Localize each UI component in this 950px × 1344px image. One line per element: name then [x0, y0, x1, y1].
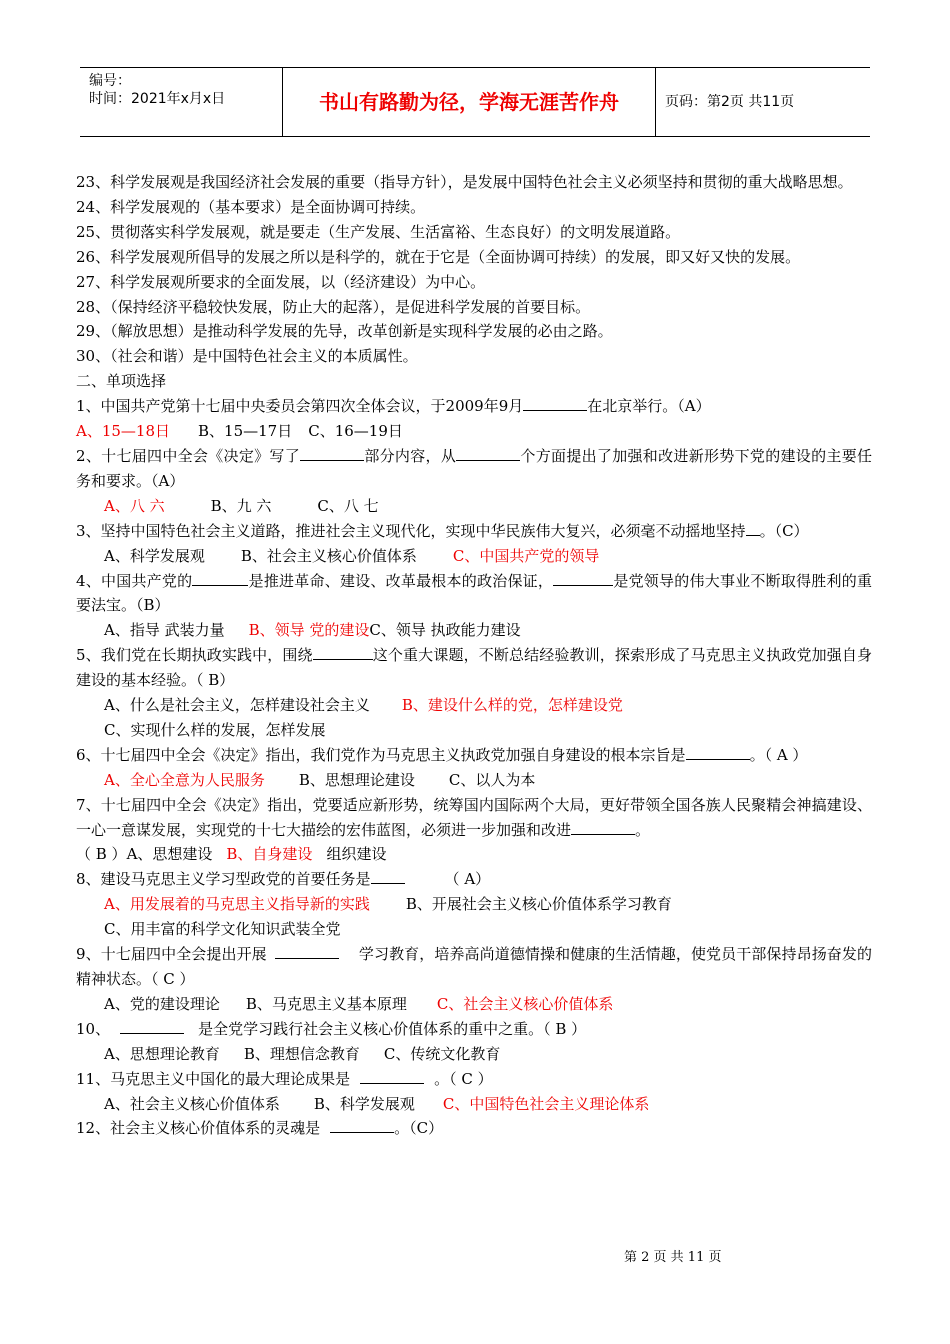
question-1: [76, 394, 872, 419]
answer-blank: [192, 571, 248, 586]
question-11-options: [76, 1092, 872, 1117]
option-b: B、九 六: [210, 496, 272, 515]
option-c: 组织建设: [326, 845, 387, 864]
q-text: 2、十七届四中全会《决定》写了: [76, 446, 301, 465]
answer-blank: [571, 820, 635, 835]
option-a: A、党的建设理论: [104, 994, 220, 1013]
option-a: A、15—18日: [76, 422, 171, 441]
question-5-options: [76, 693, 872, 718]
section-title: 二、单项选择: [76, 372, 167, 391]
document-body: [76, 170, 872, 1141]
question-6: [76, 743, 872, 768]
option-b: B、自身建设: [226, 845, 313, 864]
q-text: （ A）: [444, 870, 491, 889]
answer-mark: （ B ）: [76, 845, 127, 864]
question-12: [76, 1116, 872, 1141]
header-page-code: 页码：第2页 共11页: [665, 94, 795, 110]
page-footer: 第 2 页 共 11 页: [624, 1250, 722, 1265]
answer-blank: [300, 446, 364, 461]
option-c: C、16—19日: [308, 422, 403, 441]
answer-blank: [360, 1069, 424, 1084]
item-25: 25、贯彻落实科学发展观，就是要走（生产发展、生活富裕、生态良好）的文明发展道路。: [76, 222, 681, 241]
item-26: 26、科学发展观所倡导的发展之所以是科学的，就在于它是（全面协调可持续）的发展，即又好又快的发展。: [76, 247, 801, 266]
q-text: 学习教育，培养高尚道德情操和健康的生活情趣，使党员干部保持昂扬奋发的精神状态。（ C ）: [76, 945, 872, 988]
option-c: C、八 七: [317, 496, 379, 515]
q-text: 3、坚持中国特色社会主义道路，推进社会主义现代化，实现中华民族伟大复兴，必须毫不动摇地坚持: [76, 521, 746, 540]
question-2-options: [76, 494, 872, 519]
question-10-options: [76, 1042, 872, 1067]
question-3: [76, 519, 872, 544]
item-28: 28、（保持经济平稳较快发展，防止大的起落），是促进科学发展的首要目标。: [76, 297, 591, 316]
q-text: 12、社会主义核心价值体系的灵魂是: [76, 1119, 321, 1138]
answer-blank: [553, 571, 613, 586]
option-a: A、科学发展观: [104, 546, 205, 565]
q-text: 10、: [76, 1019, 111, 1038]
q-text: 是推进革命、建设、改革最根本的政治保证，: [248, 571, 554, 590]
option-b: B、开展社会主义核心价值体系学习教育: [405, 895, 672, 914]
option-c: C、实现什么样的发展，怎样发展: [104, 720, 326, 739]
question-10: [76, 1017, 872, 1042]
answer-blank: [120, 1019, 184, 1034]
answer-blank: [456, 446, 520, 461]
option-a: A、思想理论教育: [104, 1044, 220, 1063]
number-label: 编号：: [89, 73, 131, 89]
question-4-options: [76, 618, 872, 643]
q-text: 7、十七届四中全会《决定》指出，党要适应新形势，统筹国内国际两个大局，更好带领全国各族人民聚精会神搞建设、一心一意谋发展，实现党的十七大描绘的宏伟蓝图，必须进一步加强和改进: [76, 795, 872, 839]
answer-blank: [371, 869, 405, 884]
q-text: 6、十七届四中全会《决定》指出，我们党作为马克思主义执政党加强自身建设的根本宗旨是: [76, 745, 686, 764]
answer-blank: [275, 944, 339, 959]
answer-blank: [313, 645, 373, 660]
q-text: 9、十七届四中全会提出开展: [76, 945, 267, 964]
question-6-options: [76, 768, 872, 793]
option-a: A、全心全意为人民服务: [104, 770, 265, 789]
q-text: 。（ A ）: [749, 745, 808, 764]
question-7: [76, 793, 872, 843]
item-23: 23、科学发展观是我国经济社会发展的重要（指导方针），是发展中国特色社会主义必须坚持和贯彻的重大战略思想。: [76, 173, 853, 191]
question-1-options: [76, 419, 872, 444]
item-24: 24、科学发展观的（基本要求）是全面协调可持续。: [76, 197, 426, 216]
question-8-option-c: [76, 917, 872, 942]
option-b: B、马克思主义基本原理: [245, 994, 407, 1013]
option-a: A、指导 武装力量: [104, 621, 225, 640]
option-c: C、以人为本: [448, 770, 536, 789]
q-text: 8、建设马克思主义学习型政党的首要任务是: [76, 870, 371, 889]
option-b: B、15—17日: [198, 422, 293, 441]
q-text: 是全党学习践行社会主义核心价值体系的重中之重。（ B ）: [198, 1019, 587, 1038]
q-text: 。（ C ）: [434, 1069, 493, 1088]
question-7-options: [76, 842, 872, 867]
q-text: 11、马克思主义中国化的最大理论成果是: [76, 1069, 351, 1088]
q-text: 4、中国共产党的: [76, 571, 193, 590]
question-9: [76, 942, 872, 992]
option-b: B、建设什么样的党，怎样建设党: [401, 696, 623, 715]
time-label: 时间：2021年x月x日: [89, 91, 226, 107]
answer-blank: [686, 745, 750, 760]
item-29: 29、（解放思想）是推动科学发展的先导，改革创新是实现科学发展的必由之路。: [76, 322, 613, 341]
option-c: C、传统文化教育: [383, 1044, 501, 1063]
option-c: C、中国共产党的领导: [452, 546, 600, 565]
question-3-options: [76, 544, 872, 569]
header-meta-cell: [80, 68, 283, 136]
option-a: A、什么是社会主义，怎样建设社会主义: [104, 696, 370, 715]
q-text: 在北京举行。（A）: [587, 397, 711, 416]
answer-blank: [523, 396, 587, 411]
q-text: 是党领导的伟大事业不断取得胜利的重要法宝。（B）: [76, 571, 872, 615]
question-11: [76, 1067, 872, 1092]
option-a: A、八 六: [104, 496, 165, 515]
q-text: 。（C）: [394, 1119, 444, 1138]
option-c: C、社会主义核心价值体系: [436, 994, 614, 1013]
question-5-option-c: [76, 718, 872, 743]
option-b: B、领导 党的建设: [248, 621, 370, 640]
question-4: [76, 569, 872, 619]
q-text: 这个重大课题，不断总结经验教训，探索形成了马克思主义执政党加强自身建设的基本经验。（ B）: [76, 646, 872, 690]
option-a: A、社会主义核心价值体系: [104, 1094, 280, 1113]
header-motto: 书山有路勤为径，学海无涯苦作舟: [283, 68, 656, 136]
answer-blank: [746, 521, 760, 536]
question-8-options: [76, 892, 872, 917]
option-b: B、社会主义核心价值体系: [240, 546, 417, 565]
question-9-options: [76, 992, 872, 1017]
item-30: 30、（社会和谐）是中国特色社会主义的本质属性。: [76, 347, 418, 366]
option-c: C、用丰富的科学文化知识武装全党: [104, 920, 341, 939]
q-text: 个方面提出了加强和改进新形势下党的建设的主要任务和要求。（A）: [76, 446, 872, 490]
q-text: 。: [635, 820, 651, 839]
option-b: B、科学发展观: [313, 1094, 415, 1113]
option-c: C、中国特色社会主义理论体系: [442, 1094, 650, 1113]
q-text: 。（C）: [759, 521, 809, 540]
question-8: [76, 867, 872, 892]
q-text: 5、我们党在长期执政实践中，围绕: [76, 646, 313, 665]
option-a: A、用发展着的马克思主义指导新的实践: [104, 895, 370, 914]
header-table: [80, 67, 870, 137]
option-b: B、理想信念教育: [243, 1044, 360, 1063]
option-a: A、思想建设: [126, 845, 213, 864]
option-b: B、思想理论建设: [298, 770, 415, 789]
question-5: [76, 643, 872, 693]
answer-blank: [330, 1118, 394, 1133]
question-2: [76, 444, 872, 494]
item-27: 27、科学发展观所要求的全面发展，以（经济建设）为中心。: [76, 272, 486, 291]
q-text: 1、中国共产党第十七届中央委员会第四次全体会议，于2009年9月: [76, 397, 524, 416]
q-text: 部分内容，从: [364, 446, 457, 465]
option-c: C、领导 执政能力建设: [369, 621, 521, 640]
